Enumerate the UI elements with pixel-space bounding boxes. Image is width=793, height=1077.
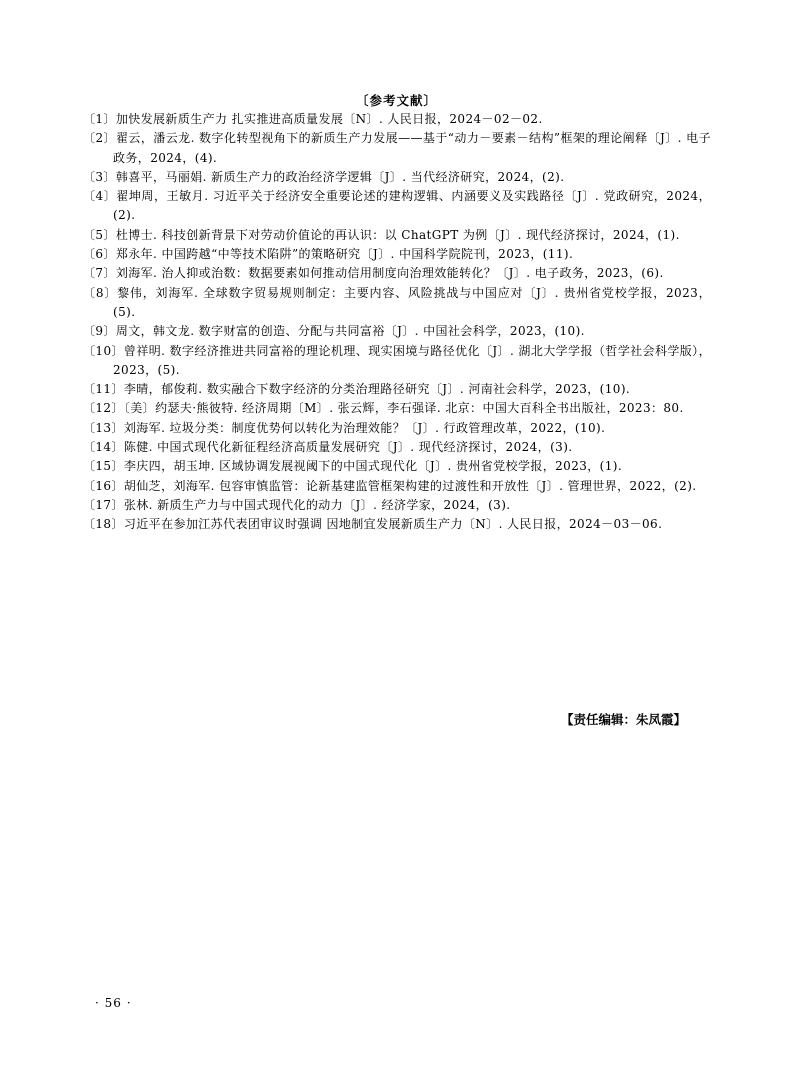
reference-item-14: 〔14〕陈健. 中国式现代化新征程经济高质量发展研究〔J〕. 现代经济探讨，2024，(3). [83, 440, 573, 455]
responsible-editor: 【责任编辑：朱凤霞】 [560, 712, 686, 727]
reference-item-2: 〔2〕翟云，潘云龙. 数字化转型视角下的新质生产力发展——基于“动力－要素－结构”框架的理论阐释〔J〕. 电子政务，2024，(4). [83, 131, 711, 165]
reference-item-6: 〔6〕郑永年. 中国跨越“中等技术陷阱”的策略研究〔J〕. 中国科学院院刊，2023，(11). [83, 247, 574, 262]
reference-item-10: 〔10〕曾祥明. 数字经济推进共同富裕的理论机理、现实困境与路径优化〔J〕. 湖北大学学报（哲学社会科学版），2023，(5). [83, 343, 711, 377]
reference-item-13: 〔13〕刘海军. 垃圾分类：制度优势何以转化为治理效能？〔J〕. 行政管理改革，2022，(10). [83, 420, 606, 435]
reference-item-8: 〔8〕黎伟，刘海军. 全球数字贸易规则制定：主要内容、风险挑战与中国应对〔J〕. 贵州省党校学报，2023，(5). [83, 285, 711, 319]
reference-item-11: 〔11〕李晴，郁俊莉. 数实融合下数字经济的分类治理路径研究〔J〕. 河南社会科学，2023，(10). [83, 382, 631, 397]
reference-item-17: 〔17〕张林. 新质生产力与中国式现代化的动力〔J〕. 经济学家，2024，(3). [83, 497, 511, 512]
references-heading: 〔参考文献〕 [355, 93, 437, 108]
reference-item-7: 〔7〕刘海军. 治人抑或治数：数据要素如何推动信用制度向治理效能转化？〔J〕. 电子政务，2023，(6). [83, 266, 664, 281]
reference-item-15: 〔15〕李庆四，胡玉坤. 区域协调发展视阈下的中国式现代化〔J〕. 贵州省党校学报，2023，(1). [83, 459, 623, 474]
reference-item-4: 〔4〕翟坤周，王敏月. 习近平关于经济安全重要论述的建构逻辑、内涵要义及实践路径〔J〕. 党政研究，2024，(2). [83, 189, 711, 223]
reference-item-1: 〔1〕加快发展新质生产力 扎实推进高质量发展〔N〕. 人民日报，2024－02－02. [83, 112, 543, 126]
reference-item-16: 〔16〕胡仙芝，刘海军. 包容审慎监管：论新基建监管框架构建的过渡性和开放性〔J〕. 管理世界，2022，(2). [83, 478, 697, 493]
reference-item-3: 〔3〕韩喜平，马丽娟. 新质生产力的政治经济学逻辑〔J〕. 当代经济研究，2024，(2). [83, 169, 565, 184]
reference-item-5: 〔5〕杜博士. 科技创新背景下对劳动价值论的再认识：以 ChatGPT 为例〔J〕. 现代经济探讨，2024，(1). [83, 227, 680, 242]
reference-item-12: 〔12〕〔美〕约瑟夫·熊彼特. 经济周期〔M〕. 张云辉，李石强译. 北京：中国大百科全书出版社，2023：80. [83, 401, 684, 416]
page-number: · 56 · [95, 996, 132, 1010]
reference-item-18: 〔18〕习近平在参加江苏代表团审议时强调 因地制宜发展新质生产力〔N〕. 人民日报，2024－03－06. [83, 517, 663, 532]
reference-item-9: 〔9〕周文，韩文龙. 数字财富的创造、分配与共同富裕〔J〕. 中国社会科学，2023，(10). [83, 324, 585, 339]
reference-list [83, 110, 711, 535]
